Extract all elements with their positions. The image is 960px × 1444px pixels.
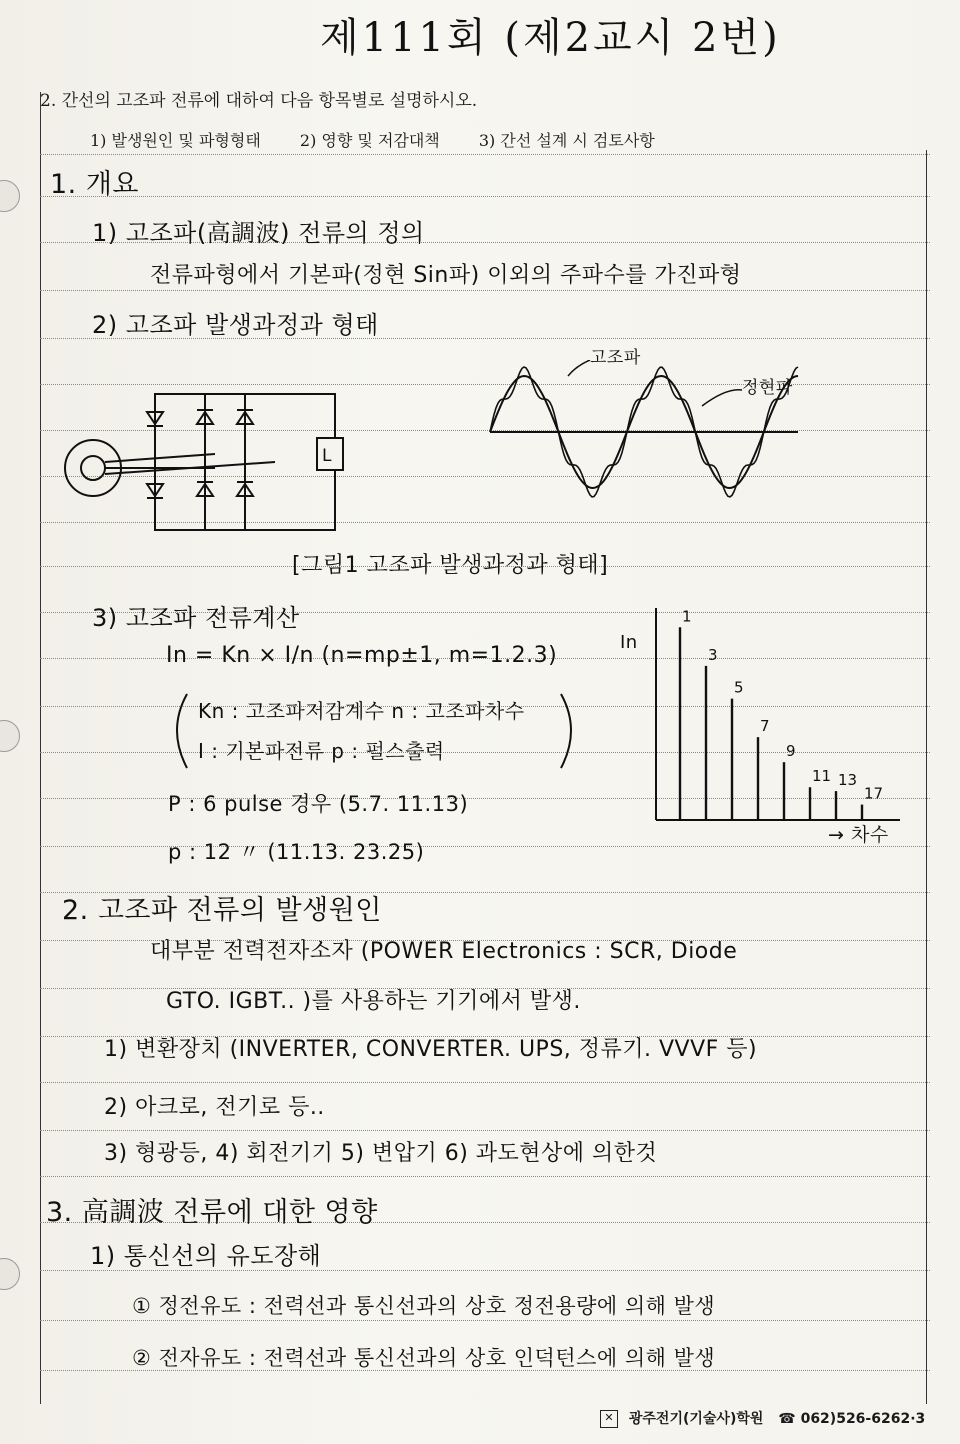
definition-text: 전류파형에서 기본파(정현 Sin파) 이외의 주파수를 가진파형	[150, 263, 742, 288]
section-heading: 1. 개요	[50, 169, 140, 200]
question-text: 2. 간선의 고조파 전류에 대하여 다음 항목별로 설명하시오.	[40, 91, 478, 111]
cause-item: 2) 아크로, 전기로 등..	[104, 1095, 325, 1120]
y-axis-label: In	[620, 632, 638, 653]
spectrum-tick-label: 5	[734, 678, 744, 697]
ruled-line	[40, 1082, 930, 1083]
spectrum-tick-label: 1	[682, 607, 692, 626]
question-item: 3) 간선 설계 시 검토사항	[478, 131, 655, 150]
left-margin-line	[40, 92, 41, 1404]
section2-text: GTO. IGBT.. )를 사용하는 기기에서 발생.	[166, 989, 581, 1014]
binder-hole	[0, 720, 20, 752]
section2-text: 대부분 전력전자소자 (POWER Electronics : SCR, Diode	[150, 939, 738, 964]
harmonic-formula: In = Kn × I/n (n=mp±1, m=1.2.3)	[166, 643, 558, 668]
spectrum-tick-label: 17	[864, 784, 884, 803]
ruled-line	[40, 1130, 930, 1131]
pulse12-text: p : 12 〃 (11.13. 23.25)	[168, 840, 425, 864]
rectifier-circuit-diagram	[55, 380, 355, 540]
subsection-title: 2) 고조파 발생과정과 형태	[92, 311, 379, 339]
binder-hole	[0, 1258, 20, 1290]
ruled-line	[40, 196, 930, 197]
section-heading: 3. 高調波 전류에 대한 영향	[46, 1197, 378, 1228]
question-item: 1) 발생원인 및 파형형태	[90, 131, 261, 150]
sine-label: 정현파	[742, 378, 793, 398]
ruled-line	[40, 154, 930, 155]
academy-footer	[600, 1408, 925, 1428]
academy-name: 광주전기(기술사)학원	[628, 1411, 764, 1427]
question-item: 2) 영향 및 저감대책	[299, 131, 440, 150]
spectrum-tick-label: 13	[838, 771, 858, 790]
academy-logo-icon: ✕	[600, 1410, 618, 1428]
x-axis-label: → 차수	[828, 824, 889, 846]
spectrum-tick-label: 7	[760, 717, 770, 736]
pulse6-text: P : 6 pulse 경우 (5.7. 11.13)	[168, 792, 469, 816]
figure-caption: [그림1 고조파 발생과정과 형태]	[292, 553, 609, 578]
page-title: 제111회 (제2교시 2번)	[320, 15, 781, 61]
binder-hole	[0, 180, 20, 212]
spectrum-tick-label: 3	[708, 645, 718, 664]
harmonic-label: 고조파	[590, 348, 641, 368]
subsection-title: 1) 통신선의 유도장해	[90, 1242, 322, 1270]
ruled-line	[40, 1176, 930, 1177]
formula-legend: I : 기본파전류 p : 펄스출력	[198, 739, 445, 763]
load-label: L	[322, 446, 332, 466]
subsection-title: 1) 고조파(高調波) 전류의 정의	[92, 219, 425, 247]
legend-brackets	[165, 690, 585, 772]
spectrum-tick-label: 9	[786, 742, 796, 761]
formula-legend: Kn : 고조파저감계수 n : 고조파차수	[198, 699, 525, 723]
cause-item: 3) 형광등, 4) 회전기기 5) 변압기 6) 과도현상에 의한것	[104, 1141, 658, 1166]
effect-item: ② 전자유도 : 전력선과 통신선과의 상호 인덕턴스에 의해 발생	[132, 1346, 716, 1370]
question-items	[90, 128, 689, 151]
section-heading: 2. 고조파 전류의 발생원인	[62, 895, 382, 926]
ruled-line	[40, 290, 930, 291]
effect-item: ① 정전유도 : 전력선과 통신선과의 상호 정전용량에 의해 발생	[132, 1294, 716, 1318]
ruled-line	[40, 1320, 930, 1321]
cause-item: 1) 변환장치 (INVERTER, CONVERTER. UPS, 정류기. VVVF 등)	[104, 1037, 758, 1062]
subsection-title: 3) 고조파 전류계산	[92, 604, 300, 632]
spectrum-tick-label: 11	[812, 767, 832, 786]
academy-phone: ☎ 062)526-6262·3	[778, 1411, 926, 1427]
